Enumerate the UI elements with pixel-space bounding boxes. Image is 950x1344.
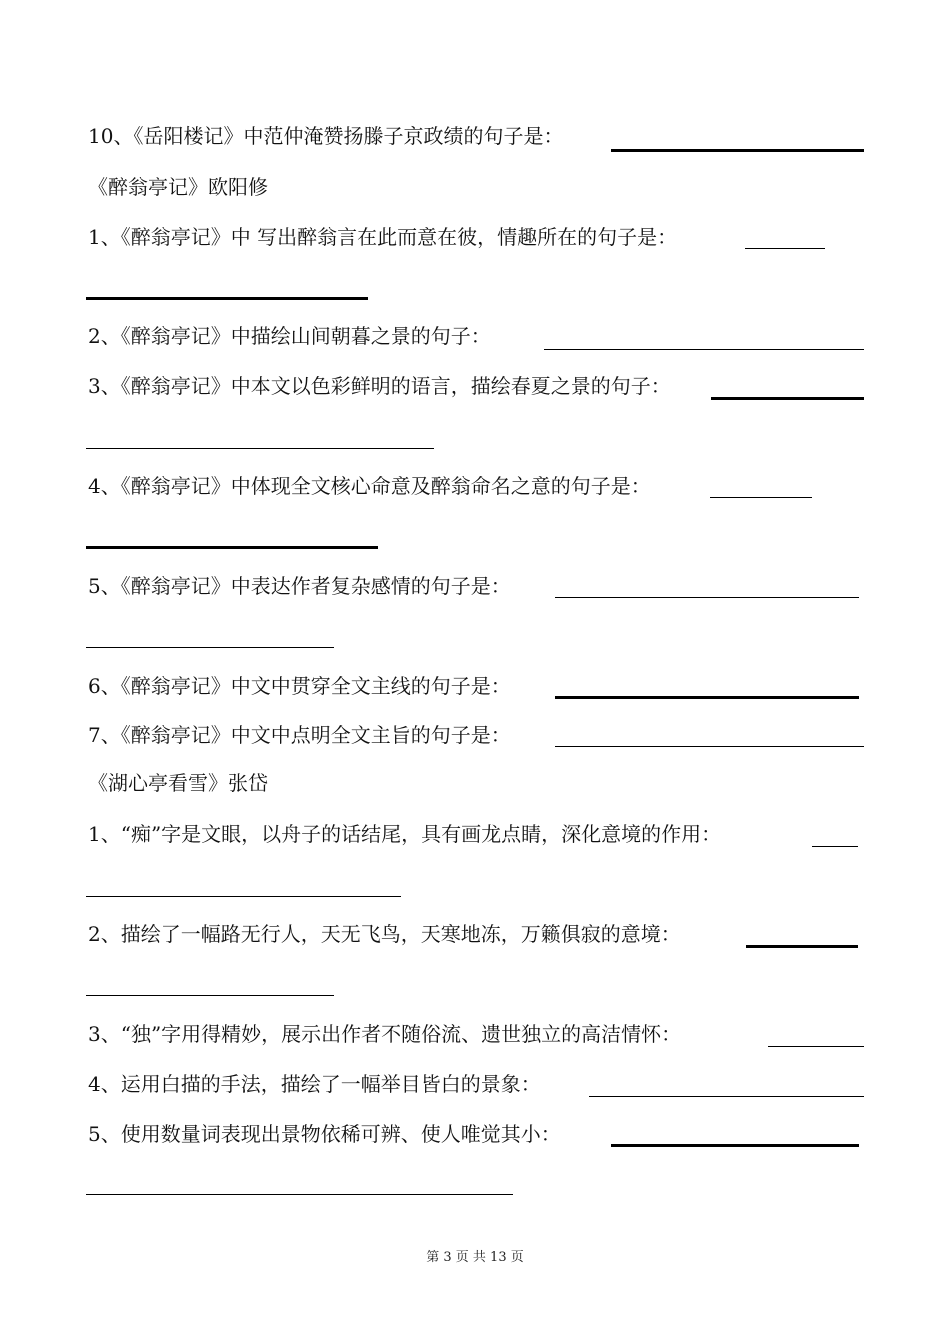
answer-blank-continuation[interactable] (86, 448, 434, 449)
answer-blank-continuation[interactable] (86, 647, 334, 648)
section-heading-huxintingkanxue: 《湖心亭看雪》张岱 (88, 771, 268, 795)
answer-blank[interactable] (745, 248, 825, 249)
answer-blank-continuation[interactable] (86, 896, 401, 897)
answer-blank[interactable] (710, 497, 812, 498)
answer-blank[interactable] (711, 397, 864, 400)
question-zwtj-3: 3、《醉翁亭记》中本文以色彩鲜明的语言，描绘春夏之景的句子： (88, 374, 671, 398)
question-hxtkx-4: 4、运用白描的手法，描绘了一幅举目皆白的景象： (88, 1072, 541, 1096)
answer-blank[interactable] (812, 846, 858, 847)
question-zwtj-6: 6、《醉翁亭记》中文中贯穿全文主线的句子是： (88, 674, 511, 698)
question-hxtkx-1: 1、“痴”字是文眼，以舟子的话结尾，具有画龙点睛，深化意境的作用： (88, 822, 722, 846)
answer-blank[interactable] (555, 696, 859, 699)
question-hxtkx-2: 2、描绘了一幅路无行人，天无飞鸟，天寒地冻，万籁俱寂的意境： (88, 922, 681, 946)
answer-blank[interactable] (555, 746, 864, 747)
question-zwtj-4: 4、《醉翁亭记》中体现全文核心命意及醉翁命名之意的句子是： (88, 474, 651, 498)
answer-blank[interactable] (611, 149, 864, 152)
question-hxtkx-3: 3、“独”字用得精妙，展示出作者不随俗流、遗世独立的高洁情怀： (88, 1022, 682, 1046)
answer-blank-continuation[interactable] (86, 1194, 513, 1195)
answer-blank[interactable] (768, 1046, 864, 1047)
answer-blank[interactable] (589, 1096, 864, 1097)
question-zwtj-1: 1、《醉翁亭记》中 写出醉翁言在此而意在彼，情趣所在的句子是： (88, 225, 678, 249)
question-yueyanglou-10: 10、《岳阳楼记》中范仲淹赞扬滕子京政绩的句子是： (88, 124, 564, 148)
answer-blank[interactable] (544, 349, 864, 350)
page-number-footer: 第 3 页 共 13 页 (426, 1250, 524, 1265)
section-heading-zuiwengtingji: 《醉翁亭记》欧阳修 (88, 175, 268, 199)
answer-blank-continuation[interactable] (86, 297, 368, 300)
question-hxtkx-5: 5、使用数量词表现出景物依稀可辨、使人唯觉其小： (88, 1122, 561, 1146)
question-zwtj-7: 7、《醉翁亭记》中文中点明全文主旨的句子是： (88, 723, 511, 747)
answer-blank[interactable] (555, 597, 859, 598)
answer-blank[interactable] (746, 945, 858, 948)
question-zwtj-5: 5、《醉翁亭记》中表达作者复杂感情的句子是： (88, 574, 511, 598)
answer-blank-continuation[interactable] (86, 995, 334, 996)
answer-blank[interactable] (611, 1144, 859, 1147)
question-zwtj-2: 2、《醉翁亭记》中描绘山间朝暮之景的句子： (88, 324, 491, 348)
answer-blank-continuation[interactable] (86, 546, 378, 549)
